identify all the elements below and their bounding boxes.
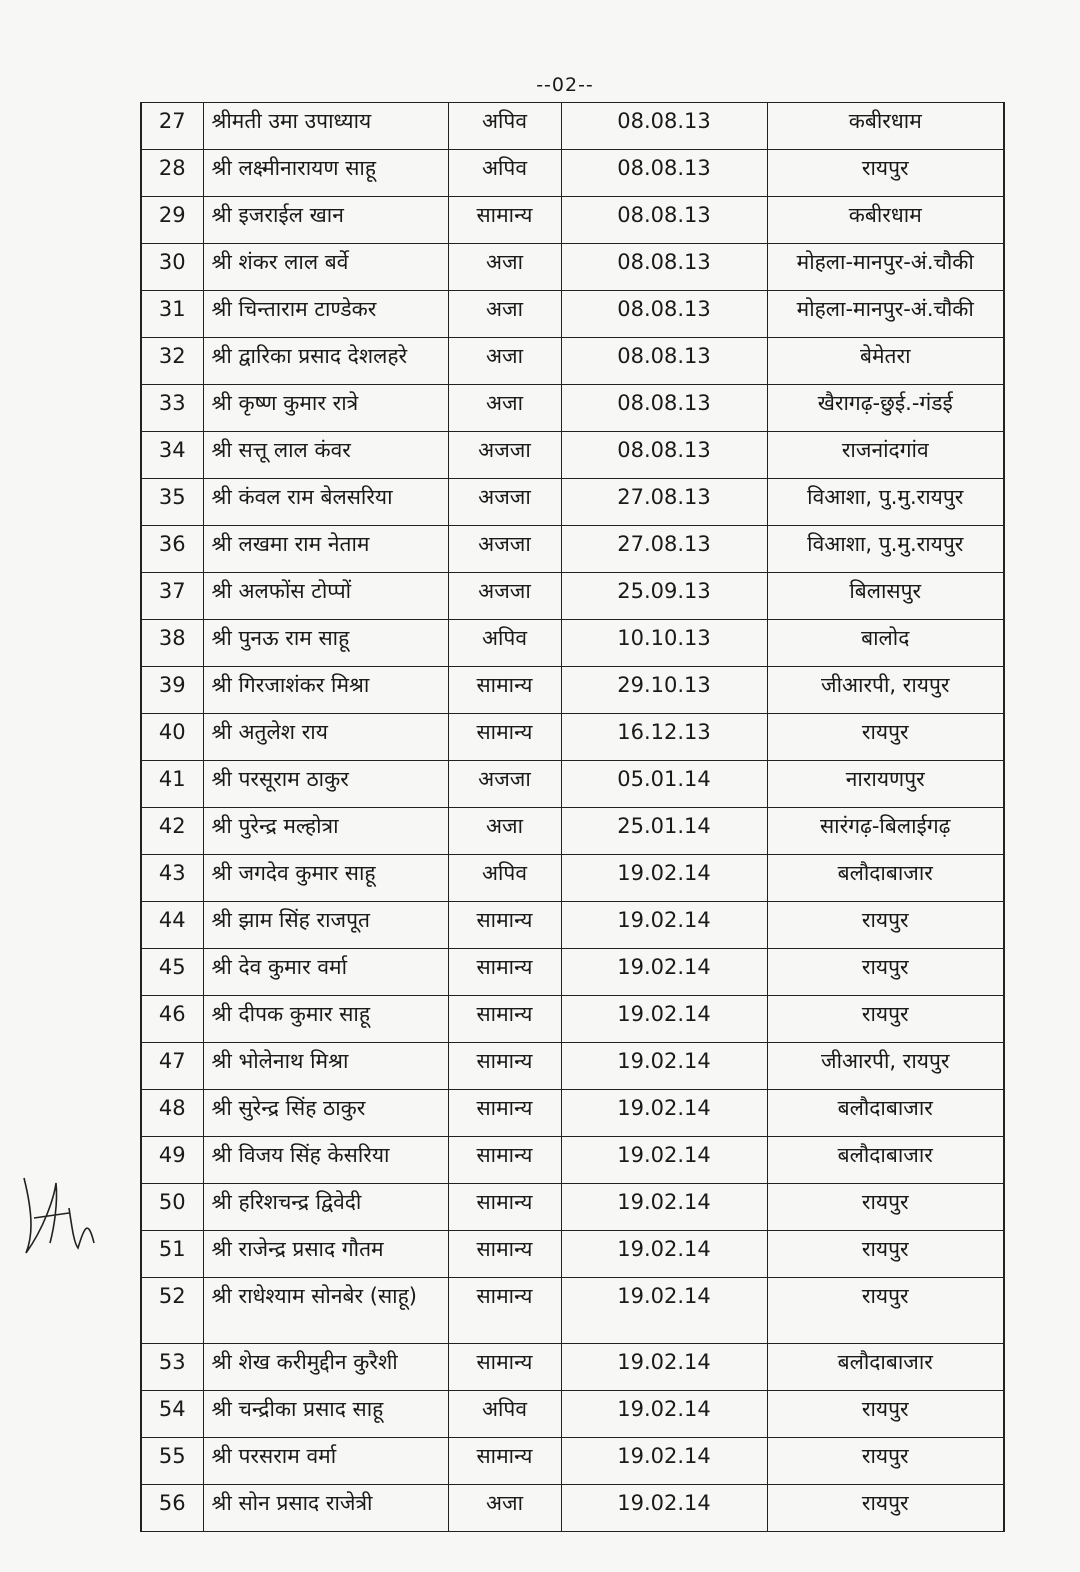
posting-place-cell: रायपुर (767, 1184, 1004, 1231)
serial-number-cell: 47 (141, 1043, 203, 1090)
serial-number-cell: 43 (141, 855, 203, 902)
serial-number-cell: 49 (141, 1137, 203, 1184)
table-row (141, 1231, 1004, 1278)
table-row (141, 761, 1004, 808)
category-cell: सामान्य (448, 902, 561, 949)
serial-number-cell: 48 (141, 1090, 203, 1137)
serial-number-cell: 53 (141, 1344, 203, 1391)
table-row (141, 197, 1004, 244)
serial-number-cell: 42 (141, 808, 203, 855)
posting-place-cell: मोहला-मानपुर-अं.चौकी (767, 291, 1004, 338)
posting-place-cell: बलौदाबाजार (767, 1137, 1004, 1184)
date-cell: 25.09.13 (561, 573, 767, 620)
table-row (141, 479, 1004, 526)
serial-number-cell: 33 (141, 385, 203, 432)
posting-place-cell: मोहला-मानपुर-अं.चौकी (767, 244, 1004, 291)
date-cell: 08.08.13 (561, 338, 767, 385)
posting-place-cell: सारंगढ़-बिलाईगढ़ (767, 808, 1004, 855)
date-cell: 08.08.13 (561, 197, 767, 244)
name-cell: श्री कंवल राम बेलसरिया (203, 479, 448, 526)
serial-number-cell: 45 (141, 949, 203, 996)
posting-place-cell: बलौदाबाजार (767, 1344, 1004, 1391)
serial-number-cell: 32 (141, 338, 203, 385)
serial-number-cell: 27 (141, 103, 203, 150)
name-cell: श्रीमती उमा उपाध्याय (203, 103, 448, 150)
date-cell: 08.08.13 (561, 150, 767, 197)
name-cell: श्री दीपक कुमार साहू (203, 996, 448, 1043)
category-cell: सामान्य (448, 714, 561, 761)
table-row (141, 1043, 1004, 1090)
serial-number-cell: 44 (141, 902, 203, 949)
name-cell: श्री चिन्ताराम टाण्डेकर (203, 291, 448, 338)
table-row (141, 1137, 1004, 1184)
category-cell: अजजा (448, 432, 561, 479)
category-cell: अजा (448, 1485, 561, 1532)
serial-number-cell: 51 (141, 1231, 203, 1278)
date-cell: 19.02.14 (561, 949, 767, 996)
category-cell: अजजा (448, 573, 561, 620)
table-row (141, 1438, 1004, 1485)
posting-place-cell: बलौदाबाजार (767, 855, 1004, 902)
date-cell: 08.08.13 (561, 291, 767, 338)
category-cell: अजा (448, 244, 561, 291)
table-row (141, 244, 1004, 291)
date-cell: 19.02.14 (561, 1231, 767, 1278)
date-cell: 16.12.13 (561, 714, 767, 761)
name-cell: श्री भोलेनाथ मिश्रा (203, 1043, 448, 1090)
posting-place-cell: रायपुर (767, 150, 1004, 197)
date-cell: 19.02.14 (561, 1043, 767, 1090)
posting-place-cell: रायपुर (767, 714, 1004, 761)
posting-place-cell: राजनांदगांव (767, 432, 1004, 479)
posting-place-cell: बेमेतरा (767, 338, 1004, 385)
posting-place-cell: रायपुर (767, 996, 1004, 1043)
serial-number-cell: 54 (141, 1391, 203, 1438)
posting-place-cell: बलौदाबाजार (767, 1090, 1004, 1137)
category-cell: अपिव (448, 1391, 561, 1438)
name-cell: श्री झाम सिंह राजपूत (203, 902, 448, 949)
table-row (141, 1344, 1004, 1391)
date-cell: 19.02.14 (561, 1391, 767, 1438)
name-cell: श्री पुनऊ राम साहू (203, 620, 448, 667)
posting-place-cell: खैरागढ़-छुई.-गंडई (767, 385, 1004, 432)
name-cell: श्री लक्ष्मीनारायण साहू (203, 150, 448, 197)
name-cell: श्री पुरेन्द्र मल्होत्रा (203, 808, 448, 855)
name-cell: श्री सोन प्रसाद राजेत्री (203, 1485, 448, 1532)
table-row (141, 996, 1004, 1043)
table-row (141, 620, 1004, 667)
serial-number-cell: 55 (141, 1438, 203, 1485)
category-cell: अपिव (448, 150, 561, 197)
category-cell: सामान्य (448, 1231, 561, 1278)
name-cell: श्री शंकर लाल बर्वे (203, 244, 448, 291)
category-cell: सामान्य (448, 1438, 561, 1485)
serial-number-cell: 38 (141, 620, 203, 667)
date-cell: 05.01.14 (561, 761, 767, 808)
serial-number-cell: 40 (141, 714, 203, 761)
date-cell: 08.08.13 (561, 244, 767, 291)
posting-place-cell: रायपुर (767, 1438, 1004, 1485)
name-cell: श्री चन्द्रीका प्रसाद साहू (203, 1391, 448, 1438)
date-cell: 27.08.13 (561, 526, 767, 573)
date-cell: 19.02.14 (561, 1344, 767, 1391)
date-cell: 19.02.14 (561, 1278, 767, 1344)
table-row (141, 1090, 1004, 1137)
name-cell: श्री राधेश्याम सोनबेर (साहू) (203, 1278, 448, 1344)
posting-place-cell: रायपुर (767, 949, 1004, 996)
serial-number-cell: 28 (141, 150, 203, 197)
name-cell: श्री शेख करीमुद्दीन कुरैशी (203, 1344, 448, 1391)
page-number: --02-- (536, 74, 594, 96)
category-cell: अपिव (448, 855, 561, 902)
name-cell: श्री देव कुमार वर्मा (203, 949, 448, 996)
name-cell: श्री सत्तू लाल कंवर (203, 432, 448, 479)
category-cell: अजजा (448, 761, 561, 808)
table-row (141, 573, 1004, 620)
posting-place-cell: रायपुर (767, 1391, 1004, 1438)
handwritten-signature (14, 1158, 104, 1258)
serial-number-cell: 31 (141, 291, 203, 338)
name-cell: श्री परसूराम ठाकुर (203, 761, 448, 808)
name-cell: श्री लखमा राम नेताम (203, 526, 448, 573)
table-row (141, 1184, 1004, 1231)
name-cell: श्री राजेन्द्र प्रसाद गौतम (203, 1231, 448, 1278)
date-cell: 19.02.14 (561, 855, 767, 902)
serial-number-cell: 35 (141, 479, 203, 526)
posting-place-cell: नारायणपुर (767, 761, 1004, 808)
posting-place-cell: बिलासपुर (767, 573, 1004, 620)
name-cell: श्री इजराईल खान (203, 197, 448, 244)
serial-number-cell: 50 (141, 1184, 203, 1231)
category-cell: अजा (448, 808, 561, 855)
serial-number-cell: 29 (141, 197, 203, 244)
name-cell: श्री हरिशचन्द्र द्विवेदी (203, 1184, 448, 1231)
posting-place-cell: जीआरपी, रायपुर (767, 667, 1004, 714)
category-cell: सामान्य (448, 1090, 561, 1137)
posting-place-cell: जीआरपी, रायपुर (767, 1043, 1004, 1090)
category-cell: अपिव (448, 620, 561, 667)
name-cell: श्री सुरेन्द्र सिंह ठाकुर (203, 1090, 448, 1137)
serial-number-cell: 46 (141, 996, 203, 1043)
category-cell: अजजा (448, 479, 561, 526)
category-cell: सामान्य (448, 949, 561, 996)
serial-number-cell: 37 (141, 573, 203, 620)
name-cell: श्री कृष्ण कुमार रात्रे (203, 385, 448, 432)
name-cell: श्री अतुलेश राय (203, 714, 448, 761)
name-cell: श्री द्वारिका प्रसाद देशलहरे (203, 338, 448, 385)
posting-place-cell: रायपुर (767, 902, 1004, 949)
serial-number-cell: 39 (141, 667, 203, 714)
name-cell: श्री अलफोंस टोप्पों (203, 573, 448, 620)
serial-number-cell: 41 (141, 761, 203, 808)
name-cell: श्री जगदेव कुमार साहू (203, 855, 448, 902)
posting-place-cell: बालोद (767, 620, 1004, 667)
posting-place-cell: विआशा, पु.मु.रायपुर (767, 479, 1004, 526)
category-cell: सामान्य (448, 667, 561, 714)
personnel-table-body (141, 103, 1004, 1532)
posting-place-cell: कबीरधाम (767, 103, 1004, 150)
category-cell: अजा (448, 291, 561, 338)
category-cell: अजा (448, 385, 561, 432)
table-row (141, 103, 1004, 150)
name-cell: श्री विजय सिंह केसरिया (203, 1137, 448, 1184)
date-cell: 25.01.14 (561, 808, 767, 855)
date-cell: 19.02.14 (561, 1485, 767, 1532)
category-cell: सामान्य (448, 996, 561, 1043)
posting-place-cell: विआशा, पु.मु.रायपुर (767, 526, 1004, 573)
table-row (141, 385, 1004, 432)
date-cell: 19.02.14 (561, 996, 767, 1043)
category-cell: सामान्य (448, 1344, 561, 1391)
name-cell: श्री गिरजाशंकर मिश्रा (203, 667, 448, 714)
date-cell: 08.08.13 (561, 385, 767, 432)
table-row (141, 855, 1004, 902)
table-row (141, 1278, 1004, 1344)
personnel-table (140, 102, 1005, 1532)
category-cell: सामान्य (448, 1043, 561, 1090)
serial-number-cell: 30 (141, 244, 203, 291)
posting-place-cell: रायपुर (767, 1278, 1004, 1344)
category-cell: अपिव (448, 103, 561, 150)
table-row (141, 949, 1004, 996)
table-row (141, 338, 1004, 385)
date-cell: 19.02.14 (561, 1438, 767, 1485)
category-cell: सामान्य (448, 197, 561, 244)
date-cell: 10.10.13 (561, 620, 767, 667)
table-row (141, 808, 1004, 855)
table-row (141, 1391, 1004, 1438)
table-row (141, 1485, 1004, 1532)
category-cell: अजजा (448, 526, 561, 573)
table-row (141, 714, 1004, 761)
name-cell: श्री परसराम वर्मा (203, 1438, 448, 1485)
date-cell: 19.02.14 (561, 1090, 767, 1137)
table-row (141, 667, 1004, 714)
date-cell: 19.02.14 (561, 1184, 767, 1231)
date-cell: 27.08.13 (561, 479, 767, 526)
category-cell: सामान्य (448, 1278, 561, 1344)
date-cell: 19.02.14 (561, 902, 767, 949)
serial-number-cell: 34 (141, 432, 203, 479)
table-row (141, 150, 1004, 197)
table-row (141, 902, 1004, 949)
date-cell: 19.02.14 (561, 1137, 767, 1184)
serial-number-cell: 36 (141, 526, 203, 573)
posting-place-cell: रायपुर (767, 1231, 1004, 1278)
posting-place-cell: कबीरधाम (767, 197, 1004, 244)
serial-number-cell: 52 (141, 1278, 203, 1344)
date-cell: 08.08.13 (561, 103, 767, 150)
posting-place-cell: रायपुर (767, 1485, 1004, 1532)
table-row (141, 526, 1004, 573)
category-cell: अजा (448, 338, 561, 385)
date-cell: 29.10.13 (561, 667, 767, 714)
date-cell: 08.08.13 (561, 432, 767, 479)
table-row (141, 432, 1004, 479)
table-row (141, 291, 1004, 338)
category-cell: सामान्य (448, 1184, 561, 1231)
serial-number-cell: 56 (141, 1485, 203, 1532)
category-cell: सामान्य (448, 1137, 561, 1184)
